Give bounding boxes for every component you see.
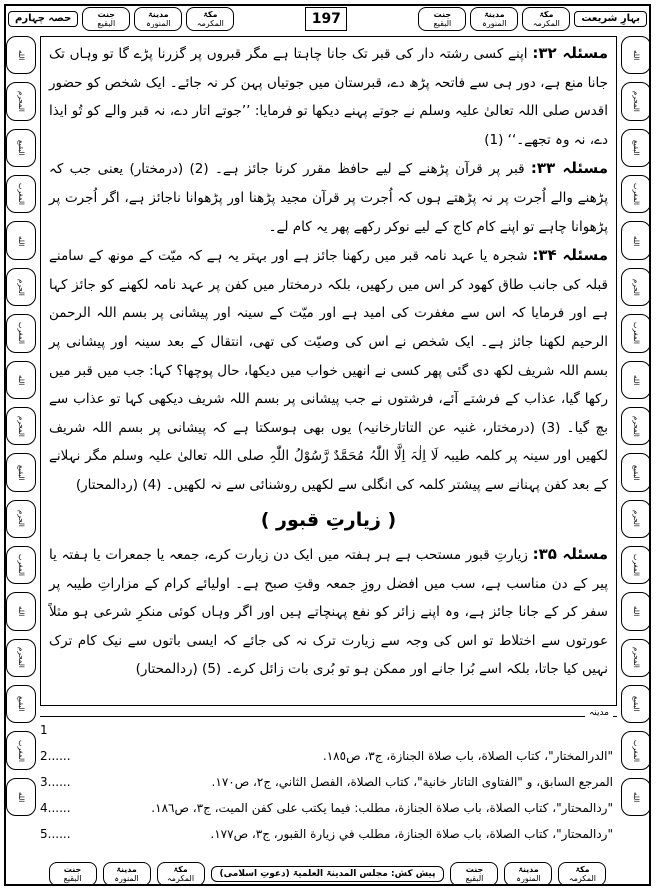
footer-cart-makka: مکۃ المکرمہ — [157, 862, 205, 886]
main-text — [40, 36, 617, 706]
header — [4, 4, 651, 34]
cart-madina-r: مدینۃ المنورہ — [470, 7, 518, 31]
footer-cart-madina-r: مدینۃ المنورہ — [504, 862, 552, 886]
section-title: ( زیارتِ قبور ) — [260, 508, 397, 531]
right-ornament-column: الله المحرم البقیع المغرب الله الحرم المغرب الله المحرم البقیع الحرم المغرب الله المحرم البقیع المغرب الله — [621, 36, 651, 816]
masala-32: مسئلہ ۳۲: اپنے کسی رشتہ دار کی قبر تک جانا چاہتا ہے مگر قبروں پر گزرنا پڑے گا تو وہاں تک جانا منع ہے، دور ہی سے فاتحہ پڑھ دے، قبرستان میں جوتیاں پہن کر نہ جائے۔ ایک شخص کو حضور اقدس صلی اللہ تعالیٰ علیہ وسلم نے جوتے پہنے دیکھا تو فرمایا: ’’جوتے اتار دے، نہ قبر والے کو تُو ایذا دے، نہ وہ تجھے۔‘‘ (1) — [49, 44, 608, 148]
cart-madina: مدینۃ المنورہ — [134, 7, 182, 31]
footnote-4: 4...... "ردالمحتار"، كتاب الصلاة، باب صلاة الجنازة، مطلب: فيما يكتب على كفن الميت، ج٣، ص١٨٦. — [40, 801, 613, 815]
masala-34: مسئلہ ۳۴: شجرہ یا عہد نامہ قبر میں رکھنا جائز ہے اور بہتر یہ ہے کہ میّت کے مونھ کے سامنے قبلہ کی جانب طاق کھود کر اس میں رکھیں، بلکہ درمختار میں کفن پر عہد نامہ لکھنے کو جائز کہا ہے اور فرمایا کہ اس سے مغفرت کی امید ہے اور میّت کے سینہ اور پیشانی پر بسم اللہ الرحمن الرحیم لکھنا جائز ہے۔ ایک شخص نے اس کی وصیّت کی تھی، انتقال کے بعد سینہ اور پیشانی پر بسم اللہ شریف لکھ دی گئی پھر کسی نے انھیں خواب میں دیکھا، حال پوچھا؟ کہا: جب میں قبر میں رکھا گیا، عذاب کے فرشتے آئے، فرشتوں نے جب پیشانی پر بسم اللہ شریف دیکھی کہا تو عذاب سے بچ گیا۔ (3) (درمختار، غنیہ عن التاتارخانیہ) یوں بھی ہوسکتا ہے کہ پیشانی پر بسم اللہ شریف لکھیں اور سینہ پر کلمہ طیبہ لَا اِلٰہَ اِلَّا اللّٰہُ مُحَمَّدٌ رَّسُوْلُ اللّٰہِ صلی اللہ تعالیٰ علیہ وسلم مگر نہلانے کے بعد کفن پہنانے سے پیشتر کلمہ کی انگلی سے لکھیں روشنائی سے نہ لکھیں۔ (4) (ردالمحتار) — [49, 246, 609, 493]
cart-makka: مکۃ المکرمہ — [186, 7, 234, 31]
footer-cart-baqi: جنت البقیع — [49, 862, 97, 886]
page-number: 197 — [305, 7, 347, 31]
footer-cart-baqi-r: جنت البقیع — [450, 862, 498, 886]
footnotes — [40, 708, 617, 858]
footnote-divider: مدینہ — [40, 716, 617, 717]
part-badge: حصہ چہارم — [8, 11, 78, 27]
footer-cart-makka-r: مکۃ المکرمہ — [558, 862, 606, 886]
cart-makka-r: مکۃ المکرمہ — [522, 7, 570, 31]
footnote-3: 3...... المرجع السابق، و "الفتاوى التاتار خانية"، كتاب الصلاة، الفصل الثاني، ج٢، ص١٧٠. — [40, 775, 613, 789]
left-ornament-column: الله المحرم البقیع المغرب الله الحرم المغرب الله المحرم البقیع الحرم المغرب الله المحرم البقیع المغرب الله — [6, 36, 36, 816]
footer-cart-madina: مدینۃ المنورہ — [103, 862, 151, 886]
footer-bar — [4, 862, 651, 886]
cart-baqi: جنت البقیع — [82, 7, 130, 31]
masala-33: مسئلہ ۳۳: قبر پر قرآن پڑھنے کے لیے حافظ مقرر کرنا جائز ہے۔ (2) (درمختار) یعنی جب کہ پڑھنے والے اُجرت پر نہ پڑھتے ہوں کہ اُجرت پر قرآن مجید پڑھنا اور پڑھوانا ناجائز ہے، اگر اُجرت پر پڑھوانا چاہے تو اپنے کام کاج کے لیے نوکر رکھے پھر یہ کام لے۔ — [49, 159, 609, 235]
book-title-badge: بہارِ شریعت — [574, 11, 647, 27]
publisher-label: پیش کش: مجلس المدینۃ العلمیۃ (دعوتِ اسلامی) — [211, 866, 445, 882]
masala-35: مسئلہ ۳۵: زیارتِ قبور مستحب ہے ہر ہفتہ میں ایک دن زیارت کرے، جمعہ یا جمعرات یا ہفتہ یا پیر کے دن مناسب ہے، سب میں افضل روزِ جمعہ وقتِ صبح ہے۔ اولیائے کرام کے مزاراتِ طیبہ پر سفر کر کے جانا جائز ہے، وہ اپنے زائر کو نفع پہنچاتے ہیں اور اگر وہاں کوئی منکرِ شرعی ہو مثلاً عورتوں سے اختلاط تو اس کی وجہ سے زیارت ترک نہ کی جائے کہ ایسی باتوں سے نیک کام ترک نہیں کیا جاتا، بلکہ اسے بُرا جانے اور ممکن ہو تو بُری بات زائل کرے۔ (5) (ردالمحتار) — [49, 545, 609, 678]
footnote-5: 5...... "ردالمحتار"، كتاب الصلاة، باب صلاة الجنازة، مطلب في زيارة القبور، ج٣، ص١٧٧. — [40, 827, 613, 841]
footnote-2: 2...... "الدرالمختار"، كتاب الصلاة، باب صلاة الجنازة، ج٣، ص١٨٥. — [40, 749, 613, 763]
cart-baqi-r: جنت البقیع — [418, 7, 466, 31]
footnote-1: 1 — [40, 723, 48, 737]
